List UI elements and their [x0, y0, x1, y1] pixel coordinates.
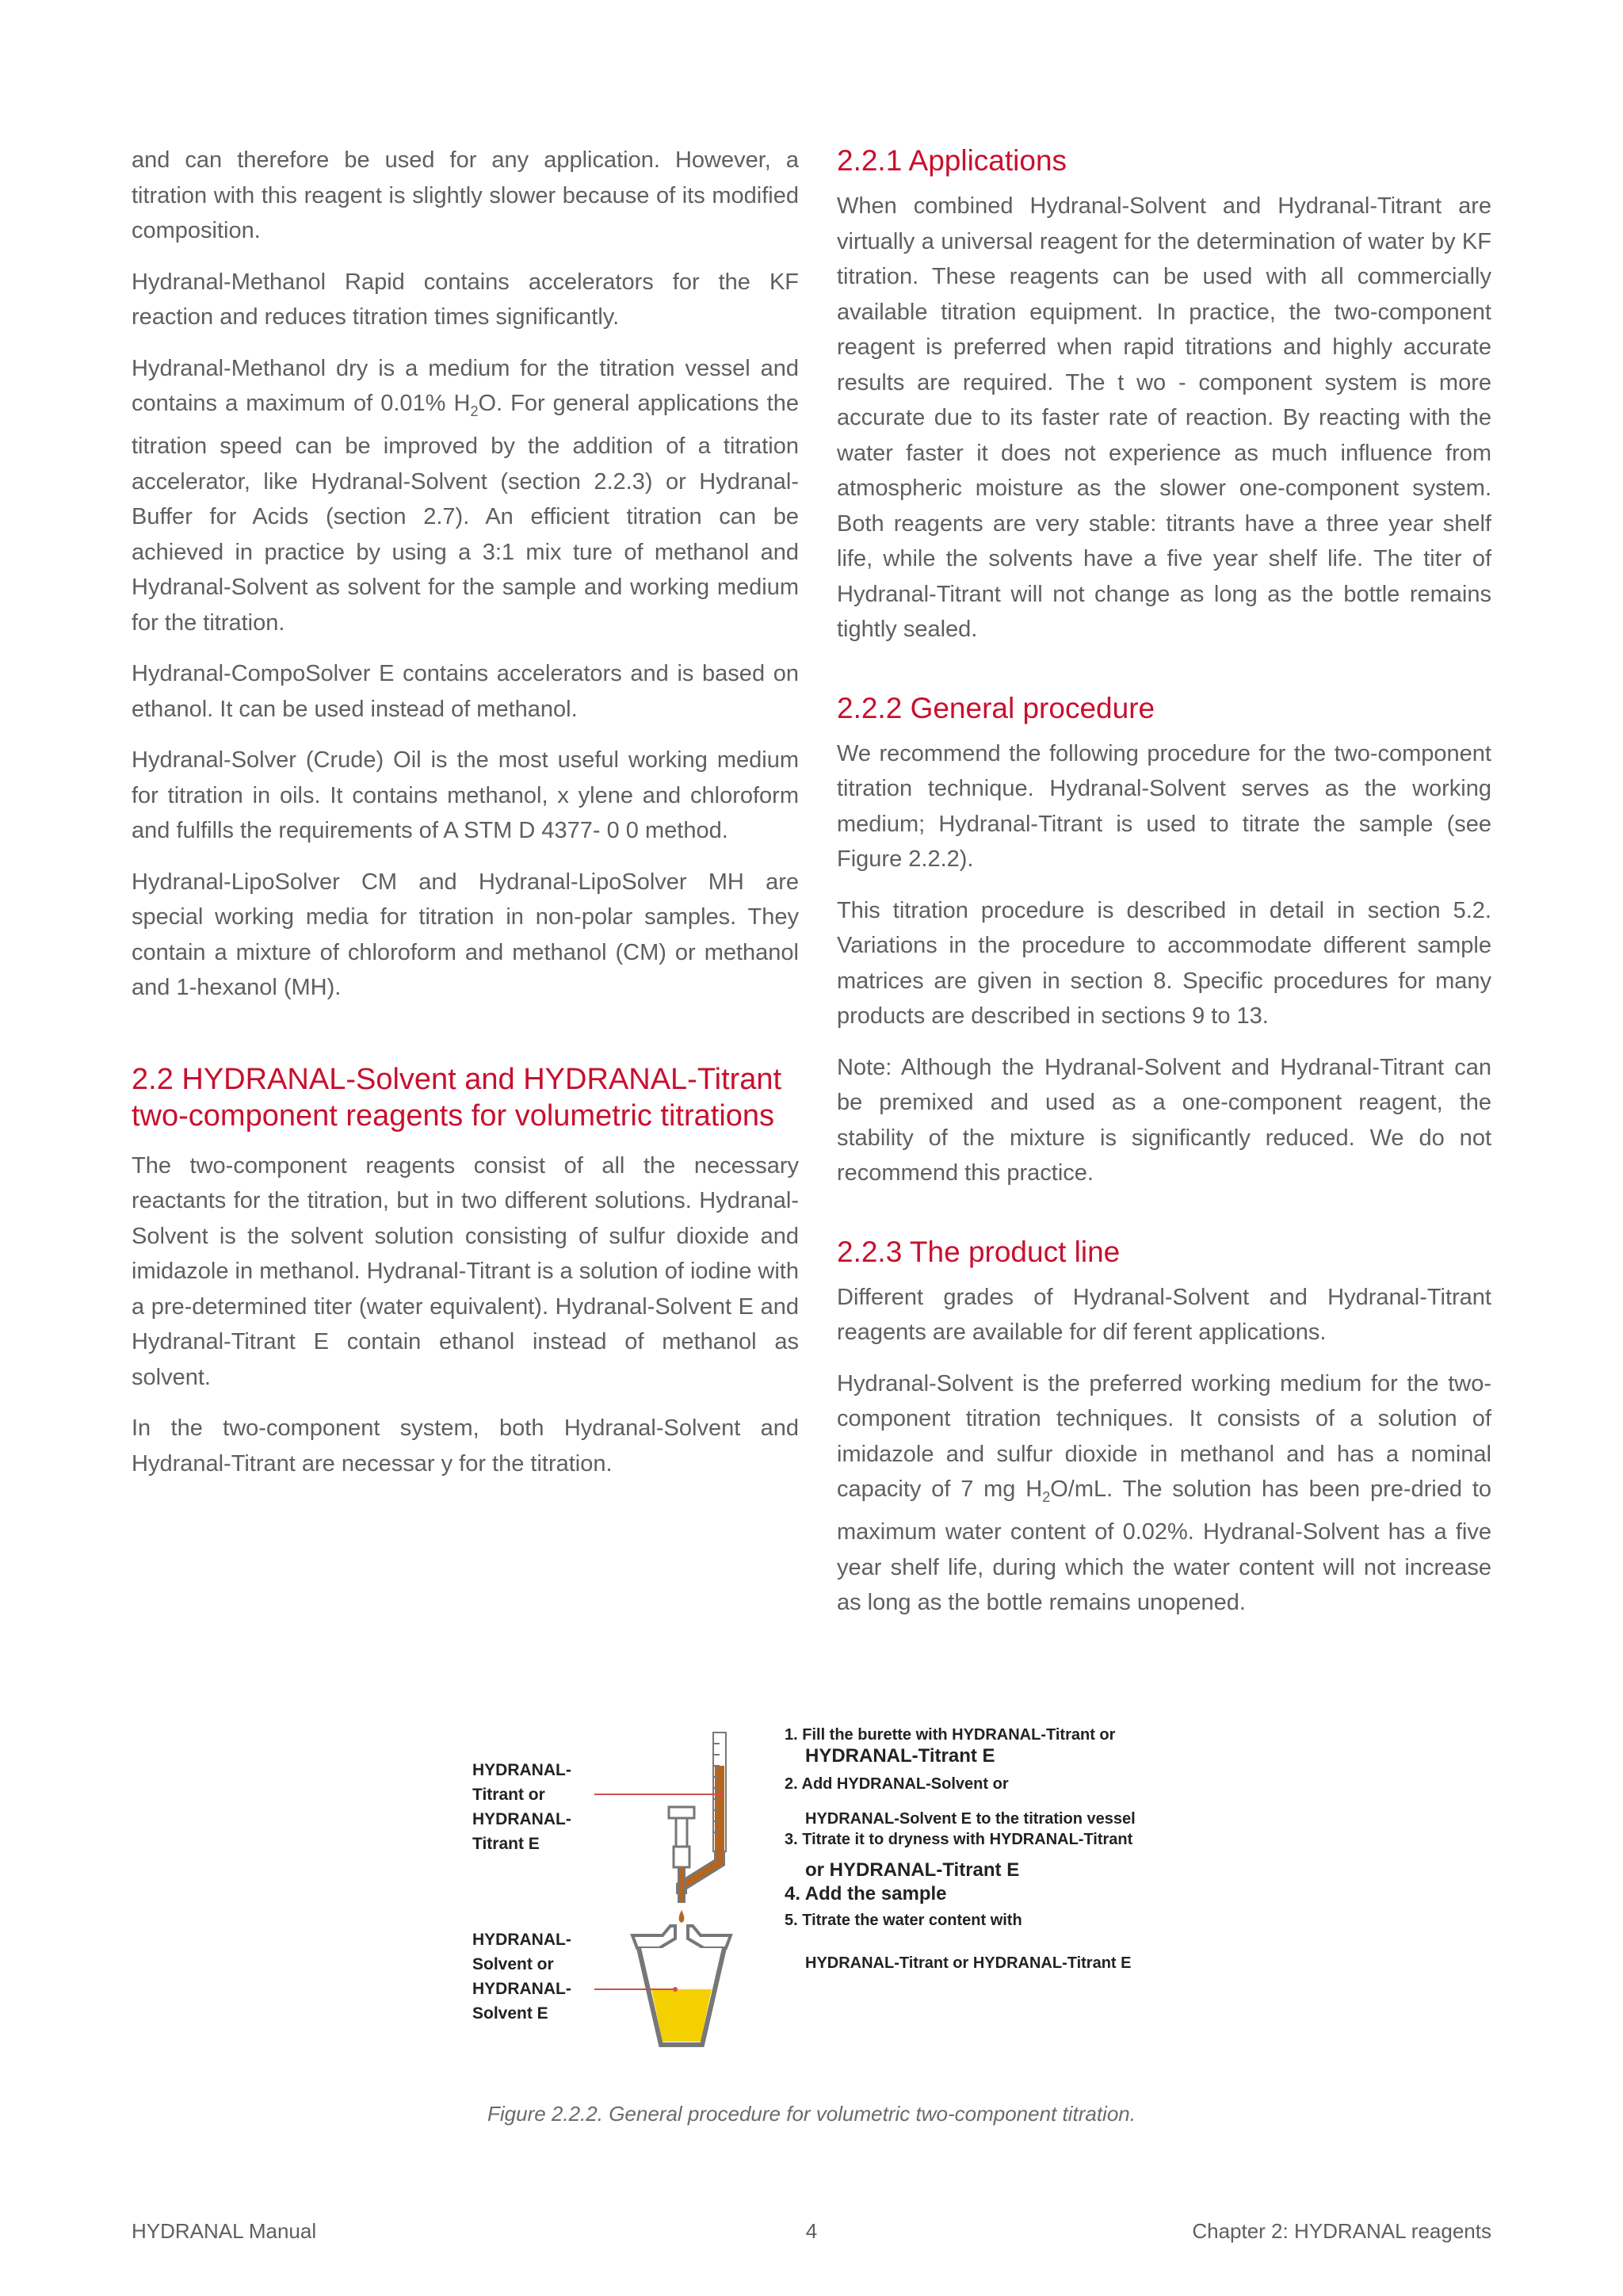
- paragraph: The two-component reagents consist of all the necessary reactants for the titration, but in two different solutions. Hydranal-Solvent is the solvent solution consisting of sulfur dioxide and imidazole in methanol. Hydranal-Titrant is a solution of iodine with a pre-determined titer (water equivalent). Hydranal-Solvent E and Hydranal-Titrant E contain ethanol instead of methanol as solvent.: [132, 1152, 799, 1390]
- step-3: 3. Titrate it to dryness with HYDRANAL-Titrant: [785, 1831, 1133, 1848]
- step-5-continued: HYDRANAL-Titrant or HYDRANAL-Titrant E: [805, 1954, 1132, 1972]
- right-column: [837, 143, 1491, 1637]
- section-heading-2-2: 2.2 HYDRANAL-Solvent and HYDRANAL-Titrant two-component reagents for volumetric titrations: [132, 1062, 782, 1133]
- paragraph: Hydranal-Solver (Crude) Oil is the most useful working medium for titration in oils. It contains methanol, x ylene and chloroform and fulfills the requirements of A STM D 4377- 0 0 method.: [132, 747, 799, 844]
- burette-tip: [678, 1867, 685, 1902]
- footer-chapter-title: Chapter 2: HYDRANAL reagents: [1192, 2219, 1491, 2243]
- paragraph: Hydranal-LipoSolver CM and Hydranal-LipoSolver MH are special working media for titration in non-polar samples. They contain a mixture of chloroform and methanol (CM) or methanol and 1-hexanol (MH).: [132, 869, 799, 1001]
- figure-caption: Figure 2.2.2. General procedure for volumetric two-component titration.: [487, 2102, 1136, 2126]
- titration-figure: [444, 1728, 1205, 2061]
- step-1-continued: HYDRANAL-Titrant E: [805, 1745, 995, 1767]
- burette-apparatus-illustration: [444, 1728, 777, 2061]
- section-heading-2-2-1: 2.2.1 Applications: [837, 144, 1067, 177]
- section-heading-2-2-2: 2.2.2 General procedure: [837, 691, 1155, 724]
- step-3-continued: or HYDRANAL-Titrant E: [805, 1859, 1020, 1881]
- paragraph: Note: Although the Hydranal-Solvent and Hydranal-Titrant can be premixed and used as a one-component reagent, the stability of the mixture is significantly reduced. We do not recommend this practice.: [837, 1054, 1491, 1186]
- step-2: 2. Add HYDRANAL-Solvent or: [785, 1775, 1009, 1793]
- page-number: 4: [805, 2219, 818, 2243]
- vessel-lid-right: [688, 1926, 731, 1948]
- paragraph: and can therefore be used for any application. However, a titration with this reagent is slightly slower because of its modified composition.: [132, 147, 799, 243]
- step-4: 4. Add the sample: [785, 1883, 947, 1904]
- vessel-lid-left: [632, 1926, 675, 1948]
- paragraph: Hydranal-Solvent is the preferred working medium for the two-component titration techniques. It consists of a solution of imidazole and sulfur dioxide in methanol and has a nominal capacity of 7 mg $H_2O/mL$. The solution has been pre-dried to maximum water content of 0.02%. Hydranal-Solvent has a five year shelf life, during which the water content will not increase as long as the bottle remains unopened.: [837, 1370, 1492, 1616]
- paragraph: This titration procedure is described in detail in section 5.2. Variations in the procedure to accommodate different sample matrices are given in section 8. Specific procedures for many products are described in sections 9 to 13.: [837, 897, 1491, 1029]
- left-column: [132, 143, 799, 1497]
- titrant-fill: [715, 1766, 724, 1851]
- section-heading-2-2-3: 2.2.3 The product line: [837, 1235, 1121, 1268]
- stopcock-valve: [674, 1847, 689, 1867]
- footer-manual-title: HYDRANAL Manual: [132, 2219, 317, 2243]
- paragraph: Hydranal-Methanol Rapid contains accelerators for the KF reaction and reduces titration times significantly.: [132, 269, 799, 330]
- step-5: 5. Titrate the water content with: [785, 1912, 1022, 1929]
- paragraph: When combined Hydranal-Solvent and Hydranal-Titrant are virtually a universal reagent for the determination of water by KF titration. These reagents can be used with all commercially available titration equipment. In practice, the two-component reagent is preferred when rapid titrations and highly accurate results are required. The t wo - component system is more accurate due to its faster rate of reaction. By reacting with the water faster it does not experience as much influence from atmospheric moisture as the slower one-component system. Both reagents are very stable: titrants have a three year shelf life, while the solvents have a five year shelf life. The titer of Hydranal-Titrant will not change as long as the bottle remains tightly sealed.: [837, 193, 1491, 642]
- paragraph: Hydranal-CompoSolver E contains accelerators and is based on ethanol. It can be used instead of methanol.: [132, 661, 799, 722]
- paragraph: Hydranal-Methanol dry is a medium for the titration vessel and contains a maximum of 0.01% $H_2O$. For general applications the titration speed can be improved by the addition of a titration accelerator, like Hydranal-Solvent (section 2.2.3) or Hydranal-Buffer for Acids (section 2.7). An efficient titration can be achieved in practice by using a 3:1 mix ture of methanol and Hydranal-Solvent as solvent for the sample and working medium for the titration.: [132, 355, 799, 636]
- step-2-continued: HYDRANAL-Solvent E to the titration vessel: [805, 1810, 1136, 1828]
- solvent-label: HYDRANAL- Solvent or HYDRANAL- Solvent E: [472, 1931, 571, 2023]
- stopcock-handle: [669, 1807, 694, 1818]
- paragraph: In the two-component system, both Hydranal-Solvent and Hydranal-Titrant are necessar y for the titration.: [132, 1415, 799, 1477]
- step-1: 1. Fill the burette with HYDRANAL-Titrant or: [785, 1726, 1116, 1744]
- titrant-label: HYDRANAL- Titrant or HYDRANAL- Titrant E: [472, 1761, 571, 1853]
- paragraph: Different grades of Hydranal-Solvent and Hydranal-Titrant reagents are available for dif ferent applications.: [837, 1284, 1491, 1345]
- titrant-drop-icon: [679, 1910, 685, 1923]
- paragraph: We recommend the following procedure for the two-component titration technique. Hydranal-Solvent serves as the working medium; Hydranal-Titrant is used to titrate the sample (see Figure 2.2.2).: [837, 740, 1491, 872]
